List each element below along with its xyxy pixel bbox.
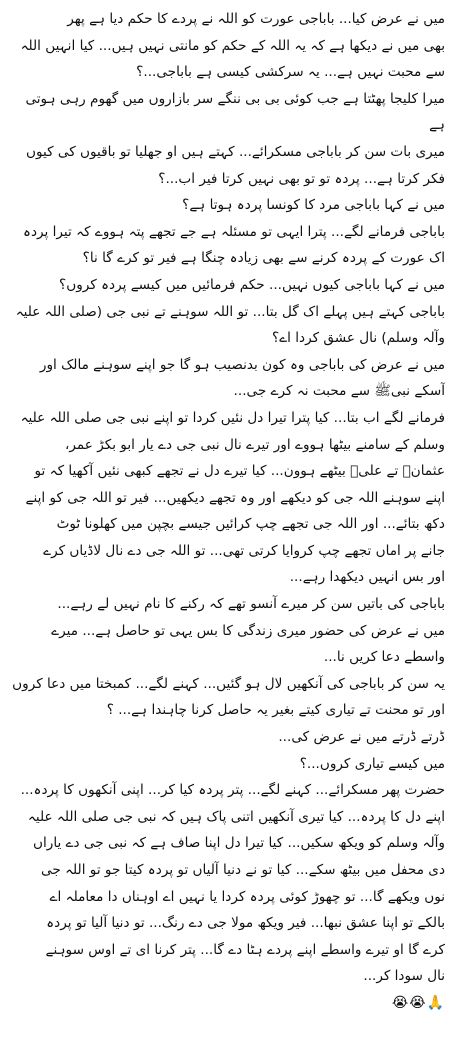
text-line: باباجی کی باتیں سن کر میرے آنسو تھے کہ رکنے کا نام نہیں لے رہے...: [57, 596, 445, 613]
text-line: میں نے کہا باباجی مرد کا کونسا پردہ ہوتا ہے؟: [182, 197, 445, 214]
text-line: بالکے تو اپنا عشق نبھا... فیر ویکھ مولا جی دے رنگ... تو دنیا آلیا تو پردہ: [46, 915, 445, 932]
text-line: میں نے عرض کیا... باباجی عورت کو اللہ نے پردے کا حکم دیا ہے پھر: [67, 11, 445, 27]
text-line: اپنے دل کا پردہ... کیا تیری آنکھیں اتنی پاک ہیں کہ نبی جی صلی اللہ علیہ: [27, 808, 445, 825]
text-line: حضرت پھر مسکرائے... کہنے لگے... پتر پردہ کیا کر... اپنی آنکھوں کا پردہ...: [20, 782, 445, 799]
text-line: دکھ بتائے... اور اللہ جی تجھے چپ کرائیں جیسے بچپن میں کھلونا ٹوٹ: [56, 516, 445, 533]
text-line: وآلہ وسلم) نال عشق کردا اے؟: [272, 330, 445, 347]
text-line: نوں ویکھے گا... تو چھوڑ کوئی پردہ کردا یا نہیں اے اوہناں دا معاملہ اے: [49, 888, 445, 905]
text-line: وسلم کے سامنے بیٹھا ہووے اور تیرے نال نبی جی دے یار ابو بکڑ عمر،: [65, 436, 445, 453]
emoji-line: 😭😭🙏: [391, 994, 445, 1011]
text-line: اور بس انہیں دیکھدا رہے...: [289, 569, 445, 586]
text-line: باباجی فرمانے لگے... پترا ایہی تو مسئلہ ہے جے تجھے پتہ ہووے کہ تیرا پردہ: [23, 223, 445, 240]
text-line: اپنے سوہنے اللہ جی کو دیکھے اور وہ تجھے دیکھیں... فیر تو اللہ جی کو اپنے: [25, 489, 445, 506]
text-line: نال سودا کر...: [363, 968, 445, 985]
text-line: فکر کرتا ہے... پردہ تو تو بھی نہیں کرتا فیر اب...؟: [158, 170, 445, 187]
text-line: ہے: [429, 117, 445, 134]
text-line: بھی میں نے دیکھا ہے کہ یہ اللہ کے حکم کو مانتی نہیں ہیں... کیا انہیں اللہ: [20, 37, 445, 54]
text-line: عثمانؓ تے علیؓ بیٹھے ہوون... کیا تیرے دل نے تجھے کبھی نئیں آکھیا کہ تو: [34, 463, 445, 480]
text-line: میں نے کہا باباجی کیوں نہیں... حکم فرمائیں میں کیسے پردہ کروں؟: [59, 276, 445, 293]
text-line: باباجی کہتے ہیں پہلے اک گل بتا... تو اللہ سوہنے تے نبی جی (صلی اللہ علیہ: [15, 303, 445, 320]
text-line: ڈرتے ڈرتے میں نے عرض کی...: [278, 729, 445, 746]
text-line: یہ سن کر باباجی کی آنکھیں لال ہو گئیں... کہنے لگے... کمبختا میں دعا کروں: [12, 675, 445, 692]
text-line: آسکے نبیﷺ سے محبت نہ کرے جی...: [233, 383, 445, 400]
text-line: کرے گا او تیرے واسطے اپنے پردے ہٹا دے گا... پتر کرنا ای تے اوس سوہنے: [45, 941, 445, 958]
text-line: میں نے عرض کی باباجی وہ کون بدنصیب ہو گا جو اپنے سوہنے مالک اور: [39, 356, 445, 373]
text-line: جانے پر اماں تجھے چپ کروایا کرتی تھی... تو اللہ جی دے نال لاڈیاں کرے: [43, 542, 445, 559]
text-line: فرمانے لگے اب بتا... کیا پترا تیرا دل نئیں کردا تو اپنے نبی جی صلی اللہ علیہ: [20, 409, 445, 426]
text-line: اک عورت کے پردہ کرنے سے بھی زیادہ چنگا ہے فیر تو کرے گا نا؟: [82, 250, 445, 267]
text-line: میں نے عرض کی حضور میری زندگی کا بس یہی تو حاصل ہے... میرے: [51, 622, 445, 639]
text-line: اور تو محنت تے تیاری کیتے بغیر یہ حاصل کرنا چاہندا ہے... ؟: [106, 702, 445, 719]
text-line: وآلہ وسلم کو ویکھ سکیں... کیا تیرا دل اپنا صاف ہے کہ نبی جی دے یاراں: [33, 835, 445, 852]
text-line: واسطے دعا کریں نا...: [323, 649, 445, 666]
text-line: دی محفل میں بیٹھ سکے... کیا تو نے دنیا آلیاں تو پردہ کیتا جو تو اللہ جی: [41, 862, 445, 878]
text-line: میں کیسے تیاری کروں...؟: [299, 755, 445, 772]
text-line: سے محبت نہیں ہے... یہ سرکشی کیسی ہے باباجی...؟: [136, 64, 445, 81]
text-line: میرا کلیجا پھٹتا ہے جب کوئی بی بی ننگے سر بازاروں میں گھوم رہی ہوتی: [25, 90, 445, 107]
text-line: میری بات سن کر باباجی مسکرائے... کہتے ہیں او جھلیا تو باقیوں کی کیوں: [25, 143, 445, 160]
